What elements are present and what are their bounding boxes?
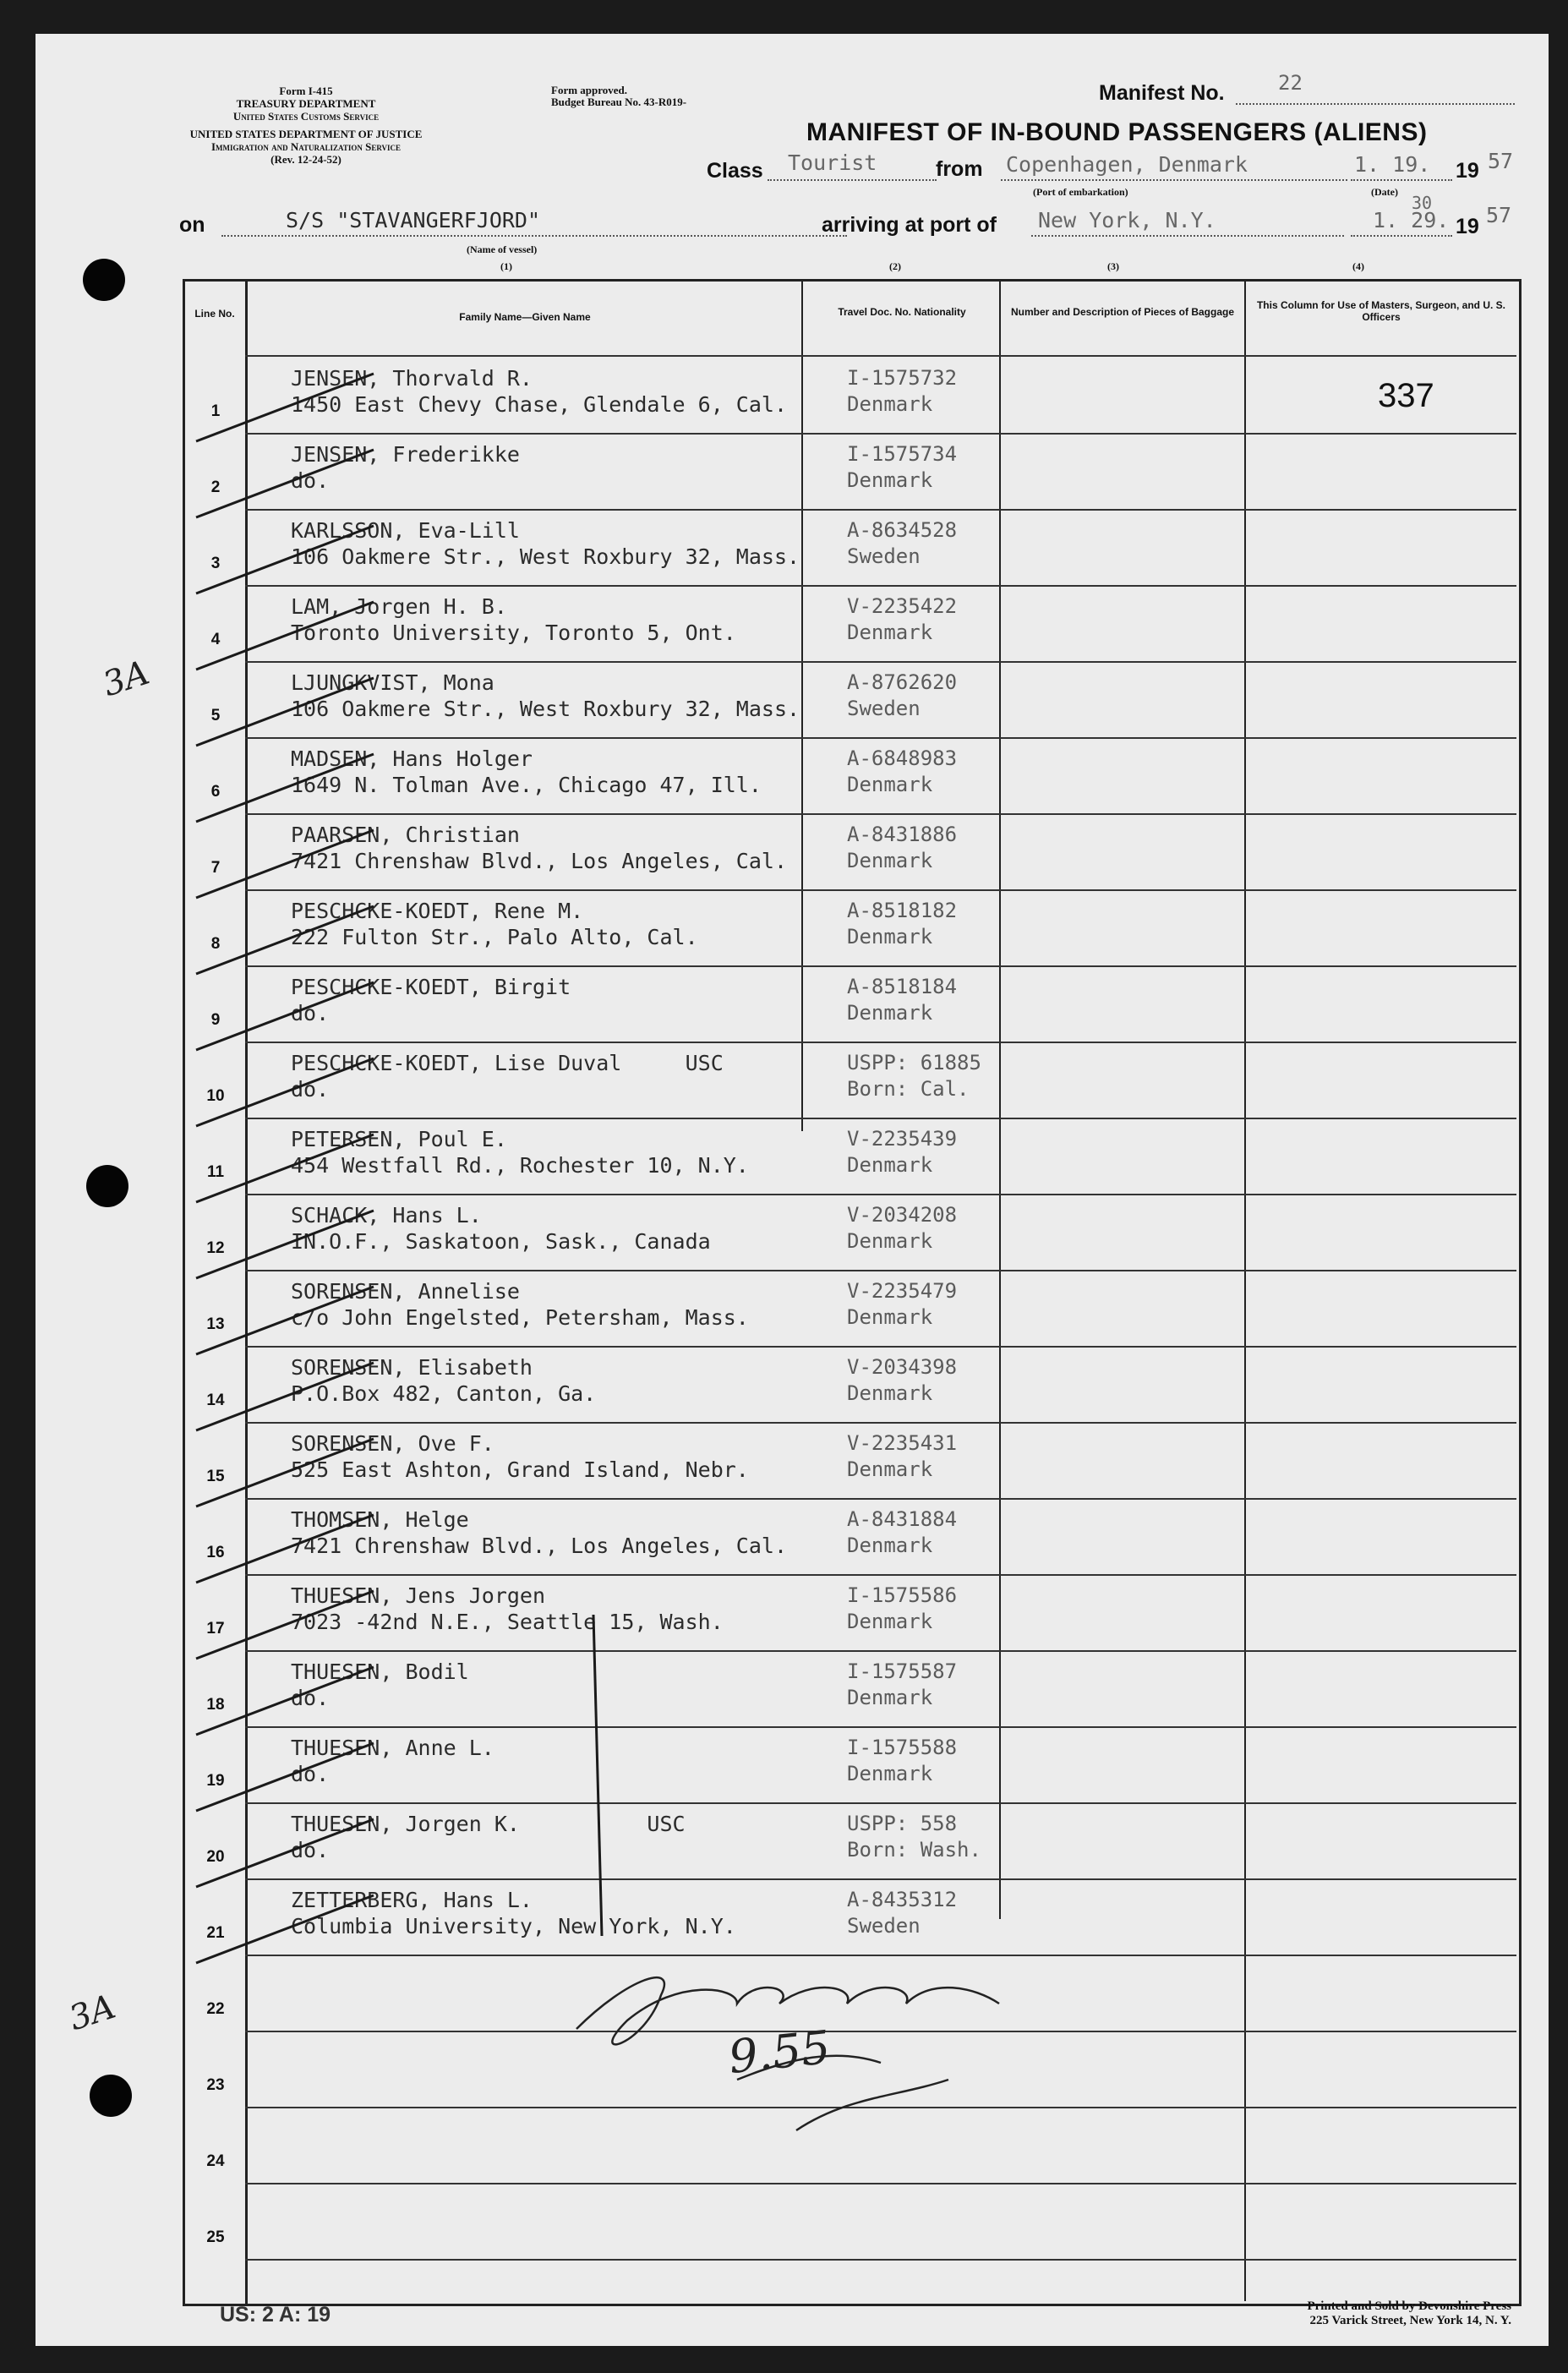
check-mark <box>196 1439 374 1506</box>
passenger-address: do. <box>291 1001 330 1025</box>
nationality: Denmark <box>847 849 933 872</box>
officer-number: 337 <box>1378 377 1434 414</box>
check-marks <box>196 374 374 1963</box>
travel-doc-no: I-1575732 <box>847 366 958 390</box>
passenger-address: do. <box>291 1838 330 1862</box>
manifest-title: MANIFEST OF IN-BOUND PASSENGERS (ALIENS) <box>806 118 1428 146</box>
passenger-name: THUESEN, Jorgen K. USC <box>291 1812 686 1836</box>
header-officers: This Column for Use of Masters, Surgeon, and U. S. Officers <box>1256 299 1506 323</box>
travel-doc-no: A-8431884 <box>847 1507 958 1531</box>
passenger-address: 1450 East Chevy Chase, Glendale 6, Cal. <box>291 392 787 417</box>
travel-doc-no: V-2235422 <box>847 594 958 618</box>
nationality: Denmark <box>847 1229 933 1253</box>
passenger-name: JENSEN, Frederikke <box>291 442 520 467</box>
nationality: Denmark <box>847 1381 933 1405</box>
nationality: Denmark <box>847 1305 933 1329</box>
arrive-year-value: 57 <box>1486 203 1512 227</box>
arrive-date-value: 1. 29. <box>1373 208 1450 232</box>
passenger-address: Columbia University, New York, N.Y. <box>291 1914 736 1938</box>
nationality: Denmark <box>847 1457 933 1481</box>
passenger-name: THUESEN, Jens Jorgen <box>291 1583 546 1608</box>
passenger-address: 454 Westfall Rd., Rochester 10, N.Y. <box>291 1153 749 1178</box>
bracket-line <box>593 1615 602 1936</box>
arrive-year-prefix: 19 <box>1456 215 1479 238</box>
nationality: Denmark <box>847 621 933 644</box>
line-number: 22 <box>206 2000 225 2018</box>
travel-doc-no: I-1575588 <box>847 1736 958 1759</box>
travel-doc-no: A-8431886 <box>847 823 958 846</box>
line-number: 17 <box>206 1620 225 1638</box>
printer-line-1: Printed and Sold by Devonshire Press <box>1307 2299 1511 2313</box>
passenger-address: 1649 N. Tolman Ave., Chicago 47, Ill. <box>291 773 762 797</box>
check-mark <box>196 1058 374 1126</box>
on-label: on <box>179 213 205 237</box>
line-number: 9 <box>210 1011 221 1029</box>
check-mark <box>196 1211 374 1278</box>
passenger-address: 106 Oakmere Str., West Roxbury 32, Mass. <box>291 544 800 569</box>
ins-service: Immigration and Naturalization Service <box>210 140 402 153</box>
col-num-4: (4) <box>1352 260 1364 272</box>
travel-doc-no: V-2235479 <box>847 1279 958 1303</box>
nationality: Denmark <box>847 925 933 949</box>
form-approved-text: Form approved. <box>551 84 628 96</box>
check-mark <box>196 1287 374 1354</box>
from-label: from <box>936 157 983 181</box>
passenger-name: THUESEN, Anne L. <box>291 1736 494 1760</box>
travel-doc-no: USPP: 558 <box>847 1812 958 1835</box>
form-revision: (Rev. 12-24-52) <box>270 153 341 166</box>
form-number: Form I-415 <box>279 85 333 97</box>
passenger-name: SORENSEN, Ove F. <box>291 1431 494 1456</box>
nationality: Denmark <box>847 1686 933 1709</box>
line-number: 20 <box>206 1848 225 1866</box>
handwritten-marks <box>36 34 1549 2346</box>
vessel-caption: (Name of vessel) <box>467 243 538 255</box>
check-mark <box>196 1363 374 1430</box>
passenger-address: 7421 Chrenshaw Blvd., Los Angeles, Cal. <box>291 1534 787 1558</box>
line-number: 14 <box>206 1392 225 1409</box>
travel-doc-no: A-8634528 <box>847 518 958 542</box>
passenger-name: THOMSEN, Helge <box>291 1507 469 1532</box>
line-number: 12 <box>206 1239 225 1257</box>
footer-stamp: US: 2 A: 19 <box>220 2303 331 2327</box>
date-caption: (Date) <box>1371 186 1398 198</box>
from-year-value: 57 <box>1488 149 1514 173</box>
port-caption: (Port of embarkation) <box>1033 186 1128 198</box>
col-num-2: (2) <box>889 260 901 272</box>
line-number: 24 <box>206 2152 225 2170</box>
line-number: 21 <box>206 1924 225 1942</box>
travel-doc-no: V-2034208 <box>847 1203 958 1227</box>
check-mark <box>196 1135 374 1202</box>
passenger-address: do. <box>291 468 330 493</box>
passenger-address: IN.O.F., Saskatoon, Sask., Canada <box>291 1229 711 1254</box>
nationality: Denmark <box>847 1153 933 1177</box>
passenger-name: PAARSEN, Christian <box>291 823 520 847</box>
travel-doc-no: A-8518184 <box>847 975 958 998</box>
treasury-dept: TREASURY DEPARTMENT <box>236 97 376 110</box>
travel-doc-no: A-8518182 <box>847 899 958 922</box>
line-number: 2 <box>210 478 221 496</box>
from-date-value: 1. 19. <box>1354 152 1431 177</box>
passenger-name: JENSEN, Thorvald R. <box>291 366 533 391</box>
nationality: Denmark <box>847 468 933 492</box>
nationality: Sweden <box>847 544 921 568</box>
passenger-name: LAM, Jorgen H. B. <box>291 594 507 619</box>
line-number: 4 <box>210 631 221 648</box>
travel-doc-no: V-2235431 <box>847 1431 958 1455</box>
check-mark <box>196 1895 374 1963</box>
nationality: Denmark <box>847 1001 933 1025</box>
line-number: 23 <box>206 2076 225 2094</box>
line-number: 10 <box>206 1087 225 1105</box>
passenger-name: PESCHCKE-KOEDT, Birgit <box>291 975 571 999</box>
check-mark <box>196 526 374 593</box>
check-mark <box>196 1819 374 1887</box>
header-name: Family Name—Given Name <box>459 311 591 323</box>
passenger-name: PETERSEN, Poul E. <box>291 1127 507 1151</box>
line-number: 5 <box>210 707 221 724</box>
nationality: Born: Cal. <box>847 1077 970 1101</box>
arriving-port-value: New York, N.Y. <box>1038 208 1216 232</box>
line-number: 18 <box>206 1696 225 1714</box>
passenger-address: P.O.Box 482, Canton, Ga. <box>291 1381 597 1406</box>
check-mark <box>196 450 374 517</box>
passenger-address: 525 East Ashton, Grand Island, Nebr. <box>291 1457 749 1482</box>
passenger-name: THUESEN, Bodil <box>291 1659 469 1684</box>
nationality: Denmark <box>847 773 933 796</box>
travel-doc-no: I-1575586 <box>847 1583 958 1607</box>
margin-mark-3a-bottom: 3A <box>64 1987 121 2039</box>
line-number: 15 <box>206 1468 225 1485</box>
nationality: Born: Wash. <box>847 1838 981 1862</box>
check-mark <box>196 1591 374 1659</box>
line-number: 16 <box>206 1544 225 1561</box>
passenger-name: SORENSEN, Elisabeth <box>291 1355 533 1380</box>
budget-bureau-text: Budget Bureau No. 43-R019- <box>551 96 687 108</box>
header-baggage: Number and Description of Pieces of Baggage <box>1010 306 1235 318</box>
check-mark <box>196 754 374 822</box>
manifest-sheet <box>36 34 1549 2346</box>
line-number: 7 <box>210 859 221 877</box>
check-mark <box>196 1743 374 1811</box>
passenger-address: Toronto University, Toronto 5, Ont. <box>291 621 736 645</box>
from-year-prefix: 19 <box>1456 159 1479 183</box>
passenger-address: 7023 -42nd N.E., Seattle 15, Wash. <box>291 1610 724 1634</box>
line-number: 11 <box>206 1163 225 1181</box>
passenger-name: LJUNGKVIST, Mona <box>291 670 494 695</box>
travel-doc-no: I-1575734 <box>847 442 958 466</box>
header-line-no: Line No. <box>194 308 235 320</box>
nationality: Sweden <box>847 697 921 720</box>
passenger-name: SORENSEN, Annelise <box>291 1279 520 1304</box>
travel-doc-no: USPP: 61885 <box>847 1051 981 1074</box>
travel-doc-no: A-8435312 <box>847 1888 958 1911</box>
passenger-name: PESCHCKE-KOEDT, Lise Duval USC <box>291 1051 724 1075</box>
class-label: Class <box>707 159 763 183</box>
nationality: Sweden <box>847 1914 921 1938</box>
nationality: Denmark <box>847 1610 933 1633</box>
line-number: 3 <box>210 555 221 572</box>
travel-doc-no: A-6848983 <box>847 746 958 770</box>
passenger-address: 106 Oakmere Str., West Roxbury 32, Mass. <box>291 697 800 721</box>
arrive-date-correction: 30 <box>1412 193 1433 213</box>
passenger-address: do. <box>291 1762 330 1786</box>
check-mark <box>196 678 374 746</box>
passenger-address: 7421 Chrenshaw Blvd., Los Angeles, Cal. <box>291 849 787 873</box>
travel-doc-no: I-1575587 <box>847 1659 958 1683</box>
justice-dept: UNITED STATES DEPARTMENT OF JUSTICE <box>189 128 423 140</box>
check-mark <box>196 906 374 974</box>
passenger-address: do. <box>291 1686 330 1710</box>
line-number: 1 <box>210 402 221 420</box>
passenger-address: do. <box>291 1077 330 1102</box>
signature-figure: 9.55 <box>726 2020 833 2085</box>
check-mark <box>196 982 374 1050</box>
travel-doc-no: V-2235439 <box>847 1127 958 1151</box>
nationality: Denmark <box>847 392 933 416</box>
line-number: 25 <box>206 2228 225 2246</box>
check-mark <box>196 374 374 441</box>
printer-line-2: 225 Varick Street, New York 14, N. Y. <box>1309 2314 1511 2327</box>
class-value: Tourist <box>788 150 877 175</box>
passenger-name: PESCHCKE-KOEDT, Rene M. <box>291 899 584 923</box>
check-mark <box>196 1515 374 1583</box>
passenger-name: KARLSSON, Eva-Lill <box>291 518 520 543</box>
check-mark <box>196 602 374 670</box>
vessel-name: S/S "STAVANGERFJORD" <box>286 208 541 232</box>
line-number: 13 <box>206 1315 225 1333</box>
margin-mark-3a-top: 3A <box>98 653 155 705</box>
passenger-address: 222 Fulton Str., Palo Alto, Cal. <box>291 925 698 949</box>
arriving-label: arriving at port of <box>822 213 997 237</box>
line-number: 6 <box>210 783 221 801</box>
travel-doc-no: V-2034398 <box>847 1355 958 1379</box>
travel-doc-no: A-8762620 <box>847 670 958 694</box>
col-num-3: (3) <box>1107 260 1119 272</box>
manifest-no-label: Manifest No. <box>1099 81 1225 105</box>
header-travel-doc: Travel Doc. No. Nationality <box>838 306 966 318</box>
printer-credit <box>1160 2299 1511 2328</box>
check-mark <box>196 1667 374 1735</box>
col-num-1: (1) <box>500 260 512 272</box>
from-port-value: Copenhagen, Denmark <box>1006 152 1248 177</box>
manifest-no-value: 22 <box>1278 71 1303 95</box>
passenger-name: SCHACK, Hans L. <box>291 1203 482 1228</box>
line-number: 8 <box>210 935 221 953</box>
passenger-address: c/o John Engelsted, Petersham, Mass. <box>291 1305 749 1330</box>
passenger-name: MADSEN, Hans Holger <box>291 746 533 771</box>
nationality: Denmark <box>847 1534 933 1557</box>
check-mark <box>196 830 374 898</box>
nationality: Denmark <box>847 1762 933 1785</box>
customs-service: United States Customs Service <box>232 110 380 123</box>
line-number: 19 <box>206 1772 225 1790</box>
passenger-name: ZETTERBERG, Hans L. <box>291 1888 533 1912</box>
